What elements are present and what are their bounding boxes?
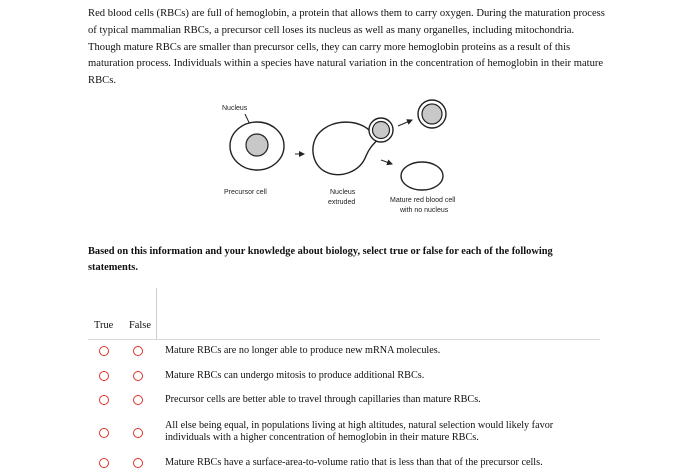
- statement-text: Mature RBCs are no longer able to produce new mRNA molecules.: [165, 345, 441, 356]
- intro-passage: Red blood cells (RBCs) are full of hemoglobin, a protein that allows them to carry oxygen. During the maturation process of typical mammalian RBCs, a precursor cell loses its nucleus as well as many organelles, including mitochondria. Though mature RBCs are smaller than precursor cells, they can carry more hemoglobin proteins as a result of this maturation process. Individuals within a species have natural variation in the concentration of hemoglobin in their mature RBCs.: [88, 8, 605, 87]
- extruding-nucleus: [373, 122, 390, 139]
- mature-rbc: [401, 162, 443, 190]
- question-prompt: Based on this information and your knowledge about biology, select true or false for each of the following statements.: [88, 246, 553, 273]
- statement-text: All else being equal, in populations living at high altitudes, natural selection would likely favor individuals with a higher concentration of hemoglobin in their mature RBCs.: [165, 420, 554, 443]
- maturation-arrow-down: [381, 160, 392, 164]
- header-divider: [88, 339, 600, 340]
- false-column-header: False: [129, 320, 151, 331]
- true-radio[interactable]: [99, 371, 109, 381]
- false-radio[interactable]: [133, 428, 143, 438]
- nucleus-label: Nucleus: [222, 105, 248, 112]
- statement-text: Mature RBCs have a surface-area-to-volume ratio that is less than that of the precursor cells.: [165, 457, 543, 468]
- mature-rbc-label-line2: with no nucleus: [400, 207, 449, 214]
- statement-text: Precursor cells are better able to travel through capillaries than mature RBCs.: [165, 394, 481, 405]
- column-divider: [156, 288, 157, 340]
- nucleus-extruded-label-line2: extruded: [328, 199, 356, 206]
- rbc-maturation-svg: [200, 98, 500, 222]
- free-nucleus: [422, 104, 442, 124]
- true-column-header: True: [94, 320, 114, 331]
- rbc-maturation-diagram: [200, 98, 500, 222]
- precursor-nucleus: [246, 134, 268, 156]
- false-radio[interactable]: [133, 371, 143, 381]
- true-radio[interactable]: [99, 458, 109, 468]
- maturation-arrow-up: [398, 120, 412, 126]
- true-radio[interactable]: [99, 346, 109, 356]
- true-radio[interactable]: [99, 395, 109, 405]
- mature-rbc-label-line1: Mature red blood cell: [390, 197, 456, 204]
- precursor-cell-label: Precursor cell: [224, 189, 267, 196]
- false-radio[interactable]: [133, 395, 143, 405]
- nucleus-extruded-label-line1: Nucleus: [330, 189, 356, 196]
- true-radio[interactable]: [99, 428, 109, 438]
- false-radio[interactable]: [133, 346, 143, 356]
- statement-text: Mature RBCs can undergo mitosis to produce additional RBCs.: [165, 370, 425, 381]
- false-radio[interactable]: [133, 458, 143, 468]
